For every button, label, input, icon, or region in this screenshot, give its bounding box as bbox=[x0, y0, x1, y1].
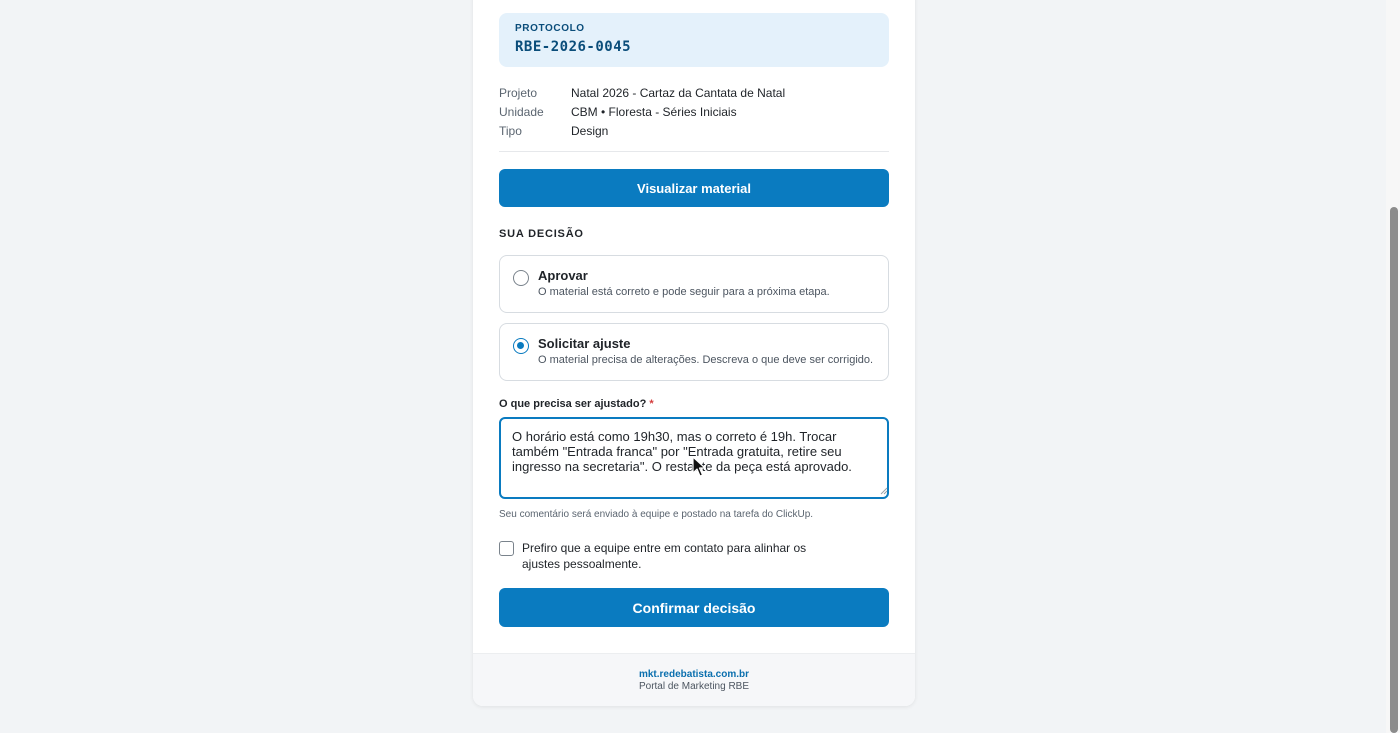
option-title: Solicitar ajuste bbox=[538, 336, 631, 351]
adjustment-label-text: O que precisa ser ajustado? bbox=[499, 398, 647, 410]
detail-key: Unidade bbox=[499, 104, 544, 119]
detail-value: Natal 2026 - Cartaz da Cantata de Natal bbox=[571, 85, 786, 100]
option-description: O material precisa de alterações. Descreva o que deve ser corrigido. bbox=[538, 354, 874, 366]
adjustment-helper-text: Seu comentário será enviado à equipe e postado na tarefa do ClickUp. bbox=[499, 509, 814, 520]
project-details bbox=[499, 83, 889, 140]
confirm-decision-button[interactable]: Confirmar decisão bbox=[499, 588, 889, 627]
contact-checkbox[interactable] bbox=[499, 541, 514, 556]
option-title: Aprovar bbox=[538, 268, 588, 283]
detail-value: Design bbox=[571, 123, 609, 138]
mouse-pointer-icon bbox=[692, 456, 706, 478]
view-material-button[interactable]: Visualizar material bbox=[499, 169, 889, 207]
footer-subtitle: Portal de Marketing RBE bbox=[638, 681, 750, 692]
protocol-value: RBE-2026-0045 bbox=[515, 39, 632, 55]
approval-card bbox=[473, 0, 915, 706]
contact-option[interactable] bbox=[499, 540, 889, 572]
detail-row-type bbox=[499, 121, 889, 140]
scrollbar-thumb[interactable] bbox=[1390, 207, 1398, 733]
detail-value: CBM • Floresta - Séries Iniciais bbox=[571, 104, 737, 119]
decision-title: SUA DECISÃO bbox=[499, 228, 584, 240]
protocol-box bbox=[499, 13, 889, 67]
footer-link[interactable]: mkt.redebatista.com.br bbox=[638, 669, 750, 680]
contact-checkbox-label[interactable]: Prefiro que a equipe entre em contato para alinhar os ajustes pessoalmente. bbox=[522, 541, 807, 571]
protocol-label: PROTOCOLO bbox=[515, 23, 585, 34]
resize-handle-icon[interactable] bbox=[880, 487, 888, 495]
card-footer bbox=[473, 653, 915, 706]
detail-key: Tipo bbox=[499, 123, 522, 138]
divider bbox=[499, 151, 889, 152]
adjustment-label bbox=[499, 398, 889, 410]
detail-row-unit bbox=[499, 102, 889, 121]
option-approve[interactable] bbox=[499, 255, 889, 313]
required-mark: * bbox=[649, 398, 654, 410]
option-description: O material está correto e pode seguir para a próxima etapa. bbox=[538, 286, 830, 298]
radio-approve[interactable] bbox=[513, 270, 529, 286]
detail-row-project bbox=[499, 83, 889, 102]
detail-key: Projeto bbox=[499, 85, 538, 100]
option-request-adjustment[interactable] bbox=[499, 323, 889, 381]
radio-request-adjustment[interactable] bbox=[513, 338, 529, 354]
